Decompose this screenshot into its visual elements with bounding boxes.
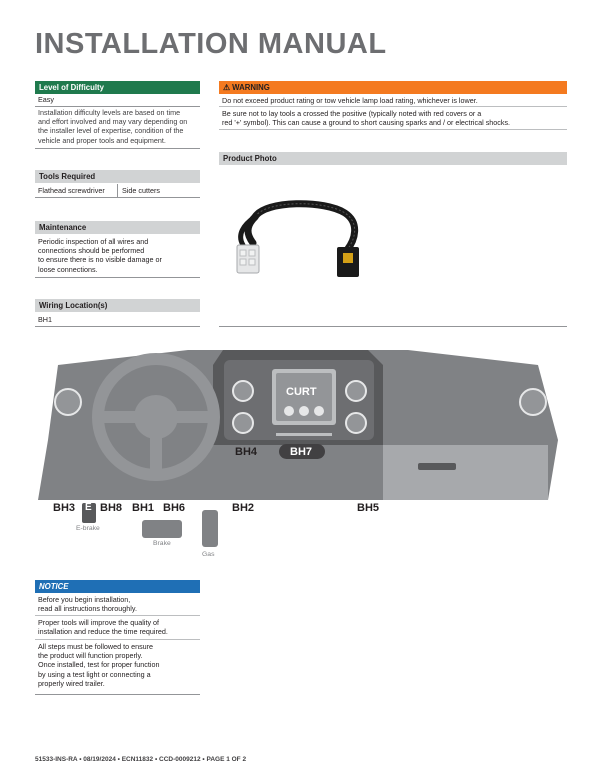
warning-header [219, 81, 567, 94]
brand-logo: CURT [286, 386, 317, 398]
text-line: read all instructions thoroughly. [38, 604, 137, 614]
text-line: vehicle and proper tools and equipment. [38, 135, 166, 145]
label-bh8: BH8 [100, 502, 123, 514]
text-line: Installation difficulty levels are based on time [38, 108, 181, 117]
warning-line2 [219, 109, 567, 127]
label-bh7: BH7 [290, 446, 313, 458]
warning-icon: ⚠ [223, 83, 230, 92]
brake-label: Brake [153, 540, 171, 547]
text-line: the installer level of expertise, condition of the [38, 126, 184, 136]
page-title: INSTALLATION MANUAL [35, 28, 387, 60]
ebrake-letter: E [85, 502, 92, 513]
maintenance-header: Maintenance [35, 221, 200, 234]
product-photo [225, 195, 370, 290]
notice-header: NOTICE [35, 580, 200, 593]
divider [35, 197, 200, 198]
divider [35, 639, 200, 640]
tool-item: Flathead screwdriver [38, 186, 105, 195]
divider [219, 326, 567, 327]
warning-line1: Do not exceed product rating or tow vehicle lamp load rating, whichever is lower. [222, 96, 478, 105]
divider [35, 615, 200, 616]
warning-label: WARNING [232, 83, 270, 92]
divider [219, 106, 567, 107]
label-bh4: BH4 [235, 446, 258, 458]
wiring-header: Wiring Location(s) [35, 299, 200, 312]
text-line: loose connections. [38, 264, 98, 274]
tools-header: Tools Required [35, 170, 200, 183]
notice-item [35, 642, 200, 688]
divider [117, 184, 118, 197]
text-line: by using a test light or connecting a [38, 669, 151, 679]
difficulty-description [35, 108, 200, 145]
text-line: All steps must be followed to ensure [38, 642, 154, 651]
divider [35, 277, 200, 278]
product-photo-header: Product Photo [219, 152, 567, 165]
label-bh6: BH6 [163, 502, 186, 514]
text-line: connections should be performed [38, 246, 145, 256]
text-line: to ensure there is no visible damage or [38, 255, 162, 265]
text-line: and effort involved and may vary depending on [38, 117, 188, 127]
difficulty-level: Easy [38, 95, 54, 104]
text-line: Once installed, test for proper function [38, 660, 160, 670]
wiring-value: BH1 [38, 315, 52, 324]
notice-item [35, 618, 200, 636]
footer: 51533-INS-RA • 08/19/2024 • ECN11832 • CCD-0009212 • PAGE 1 OF 2 [35, 756, 247, 763]
divider [35, 106, 200, 107]
label-bh5: BH5 [357, 502, 380, 514]
text-line: Be sure not to lay tools a crossed the positive (typically noted with red covers or a [222, 109, 482, 118]
ebrake-label: E-brake [76, 525, 100, 532]
tool-item: Side cutters [122, 186, 160, 195]
divider [35, 148, 200, 149]
gas-label: Gas [202, 551, 215, 558]
divider [219, 129, 567, 130]
label-bh3: BH3 [53, 502, 76, 514]
label-bh2: BH2 [232, 502, 255, 514]
divider [35, 694, 200, 695]
text-line: the product will function properly. [38, 651, 143, 661]
divider [35, 326, 200, 327]
text-line: Periodic inspection of all wires and [38, 237, 149, 246]
text-line: Before you begin installation, [38, 595, 131, 604]
text-line: properly wired trailer. [38, 678, 105, 688]
text-line: installation and reduce the time required. [38, 627, 168, 637]
text-line: Proper tools will improve the quality of [38, 618, 160, 627]
text-line: red '+' symbol). This can cause a ground to short causing sparks and / or electrical shocks. [222, 118, 511, 128]
maintenance-text [35, 237, 200, 274]
difficulty-header: Level of Difficulty [35, 81, 200, 94]
label-bh1: BH1 [132, 502, 155, 514]
notice-item [35, 595, 200, 613]
